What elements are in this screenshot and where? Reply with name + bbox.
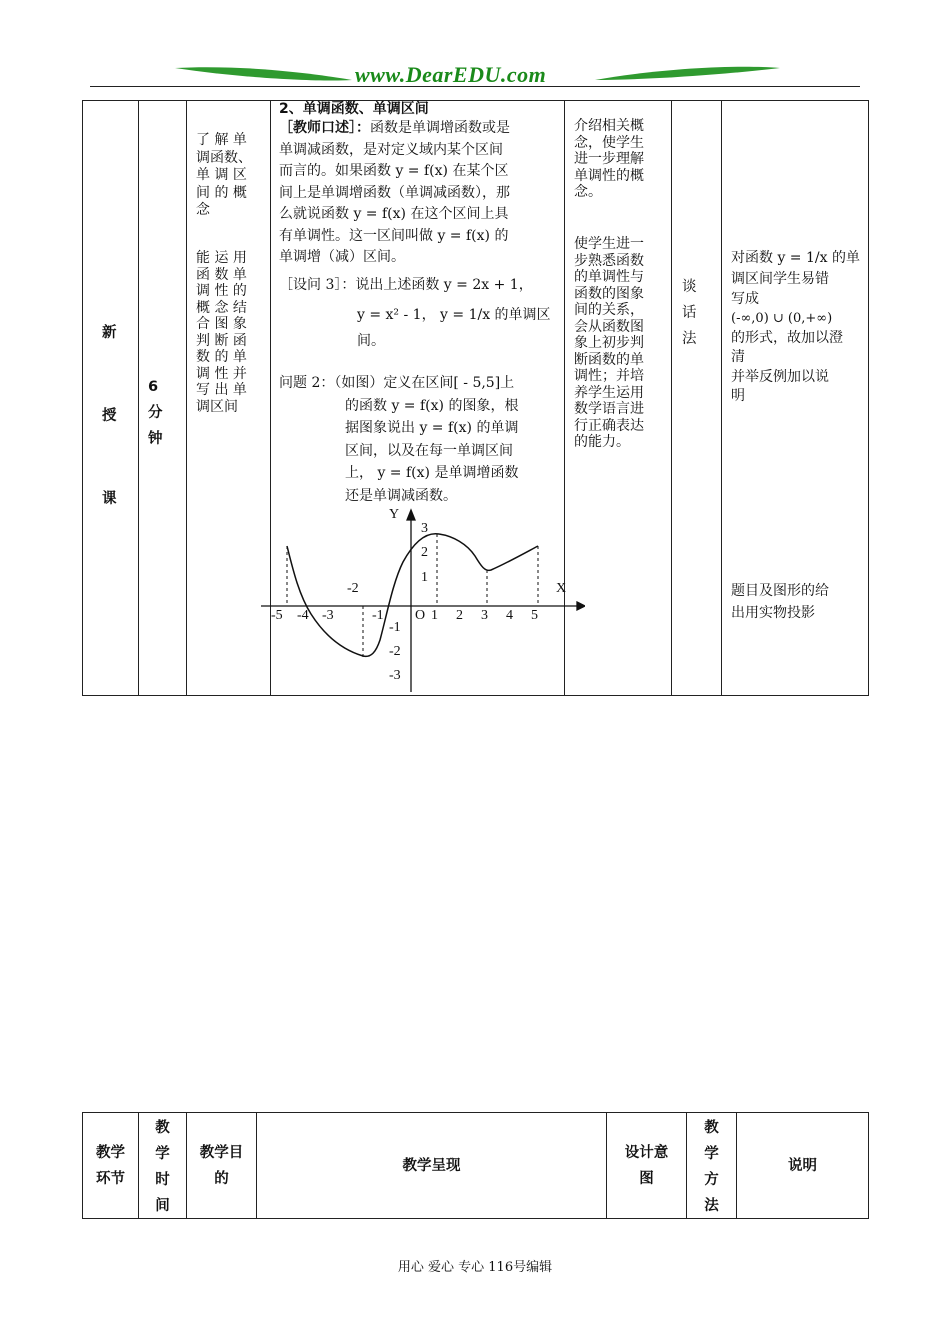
intent-line: 单调性的概	[574, 167, 644, 184]
content-line: 间上是单调增函数（单调减函数），那	[279, 184, 510, 201]
intent-line: 会从函数图	[574, 318, 644, 335]
content-line: 么就说函数 y = f(x) 在这个区间上具	[279, 206, 509, 222]
goal-line: 调函数、	[196, 149, 252, 166]
content-line: 单调减函数，是对定义域内某个区间	[279, 141, 503, 158]
header-text: 法	[704, 1198, 719, 1214]
header-cell-stage	[83, 1140, 138, 1192]
section-char: 课	[102, 491, 117, 507]
intent-line: 间的关系，	[574, 302, 644, 318]
note-line: 写成	[731, 290, 759, 307]
goal-block-2	[196, 250, 266, 415]
note-line: 调区间学生易错	[731, 271, 829, 287]
note-line: 对函数 y = 1/x 的单	[731, 250, 860, 266]
header-cell-content: 教学呈现	[402, 1158, 461, 1174]
header-text: 时	[155, 1172, 170, 1188]
intent-line: 的单调性与	[574, 269, 644, 285]
header-cell-method	[687, 1115, 736, 1219]
intent-block-2	[574, 236, 666, 451]
note-line: 明	[731, 388, 745, 404]
time-char: 分	[148, 405, 163, 421]
intent-line: 使学生进一	[574, 236, 644, 252]
intent-line: 进一步理解	[574, 151, 644, 167]
header-rule	[90, 86, 860, 87]
note-line: 的形式，故加以澄	[731, 329, 843, 346]
header-text: 教学	[96, 1145, 125, 1161]
x-tick-label: -2	[347, 581, 359, 596]
note-line: 清	[731, 349, 745, 365]
note-block-2	[731, 580, 867, 624]
header-text: 教	[155, 1120, 170, 1136]
goal-line: 单 调 区	[196, 167, 247, 183]
y-tick-label: 3	[421, 521, 428, 536]
header-cell-intent	[607, 1140, 686, 1192]
intent-line: 念。	[574, 184, 602, 200]
q2-line: 上， y = f(x) 是单调增函数	[345, 465, 519, 481]
header-text: 图	[639, 1171, 654, 1187]
intent-line: 断函数的单	[574, 351, 644, 368]
x-tick-label: -3	[322, 608, 334, 623]
note-line: 题目及图形的给	[731, 583, 829, 599]
goal-block-1	[196, 132, 266, 220]
goal-line: 能 运 用	[196, 250, 247, 266]
header-cell-note: 说明	[788, 1158, 817, 1174]
goal-line: 间 的 概	[196, 184, 247, 201]
intent-line: 函数的图象	[574, 285, 644, 302]
method-char: 谈	[682, 279, 697, 295]
page-footer: 用心 爱心 专心 116号编辑	[397, 1260, 553, 1275]
note-line: 出用实物投影	[731, 605, 815, 621]
content-line: 而言的。如果函数 y = f(x) 在某个区	[279, 163, 509, 179]
goal-line: 调 性 并	[196, 365, 247, 382]
x-tick-label: 1	[431, 608, 438, 623]
intent-line: 养学生运用	[574, 384, 644, 401]
function-graph	[255, 500, 585, 695]
x-tick-label: -4	[297, 608, 309, 623]
content-line	[279, 118, 561, 140]
y-tick-label: 1	[421, 570, 428, 585]
header-cell-time	[139, 1115, 186, 1219]
goal-line: 数 的 单	[196, 349, 247, 365]
note-block-1	[731, 246, 867, 407]
x-tick-label: 4	[506, 608, 513, 623]
site-logo[interactable]: www.DearEDU.com	[355, 62, 547, 87]
question-2	[279, 372, 561, 507]
header-text: 间	[155, 1198, 170, 1214]
content-block	[279, 101, 561, 269]
goal-line: 念	[196, 202, 210, 218]
x-tick-label: -1	[372, 608, 384, 623]
method-char: 法	[682, 331, 697, 347]
header-text: 的	[214, 1171, 229, 1187]
goal-line: 概 念 结	[196, 299, 247, 316]
q2-line: 区间，以及在每一单调区间	[345, 442, 513, 459]
y-axis-label: Y	[389, 507, 400, 522]
x-tick-label: 3	[481, 608, 488, 623]
header-text: 教学目	[199, 1145, 244, 1161]
goal-line: 写 出 单	[196, 382, 247, 398]
intent-line: 步熟悉函数	[574, 252, 644, 269]
intent-line: 数学语言进	[574, 401, 644, 417]
y-tick-label: -2	[389, 644, 401, 659]
method-char: 话	[682, 305, 697, 321]
intent-line: 行正确表达	[574, 417, 644, 434]
teacher-label: ［教师口述］：	[279, 120, 370, 136]
time-char: 钟	[148, 431, 163, 447]
content-line: 有单调性。这一区间叫做 y = f(x) 的	[279, 227, 509, 244]
goal-line: 了 解 单	[196, 132, 247, 148]
y-axis-arrow	[407, 510, 415, 520]
header-cell-goal	[187, 1140, 256, 1192]
intent-line: 象上初步判	[574, 335, 644, 351]
question-3	[279, 270, 561, 352]
goal-line: 调区间	[196, 398, 238, 415]
q3-line: ［设问 3］：说出上述函数 y = 2x + 1，	[279, 277, 533, 293]
goal-line: 合 图 象	[196, 316, 247, 332]
header-text: 教	[704, 1120, 719, 1136]
intent-line: 介绍相关概	[574, 118, 644, 134]
section-char: 新	[102, 325, 117, 341]
note-line: (-∞,0) ∪ (0,+∞)	[731, 311, 833, 326]
q2-line: 还是单调减函数。	[345, 487, 457, 504]
q3-line: 间。	[357, 333, 385, 349]
origin-label: O	[415, 608, 426, 623]
header-text: 学	[704, 1146, 719, 1162]
function-curve	[287, 534, 538, 657]
x-axis-arrow	[577, 602, 585, 610]
y-tick-label: -1	[389, 620, 401, 635]
header-text: 方	[704, 1172, 719, 1188]
content-line: 单调增（减）区间。	[279, 249, 405, 265]
y-tick-label: -3	[389, 668, 401, 683]
intent-line: 调性；并培	[574, 368, 644, 384]
time-char: 6	[148, 379, 159, 395]
intent-line: 的能力。	[574, 434, 630, 450]
goal-line: 调 性 的	[196, 283, 247, 299]
x-tick-label: 2	[456, 608, 463, 623]
header-text: 环节	[96, 1171, 125, 1187]
q3-line: y = x² - 1， y = 1/x 的单调区	[357, 307, 551, 323]
goal-line: 函 数 单	[196, 266, 247, 283]
x-tick-label: 5	[531, 608, 538, 623]
intent-line: 念，使学生	[574, 134, 644, 151]
header-text: 学	[155, 1146, 170, 1162]
q2-line: 的函数 y = f(x) 的图象，根	[345, 397, 519, 414]
content-text: 函数是单调增函数或是	[370, 120, 510, 136]
content-heading: 2、单调函数、单调区间	[279, 101, 429, 117]
section-char: 授	[102, 408, 117, 424]
x-tick-label: -5	[271, 608, 283, 623]
intent-block-1	[574, 118, 666, 201]
x-axis-label: X	[556, 581, 567, 596]
q2-line: 据图象说出 y = f(x) 的单调	[345, 420, 519, 436]
q2-line: 问题 2：（如图）定义在区间[ - 5,5]上	[279, 375, 515, 391]
goal-line: 判 断 函	[196, 332, 247, 349]
header-text: 设计意	[624, 1145, 669, 1161]
y-tick-label: 2	[421, 545, 428, 560]
note-line: 并举反例加以说	[731, 368, 829, 385]
